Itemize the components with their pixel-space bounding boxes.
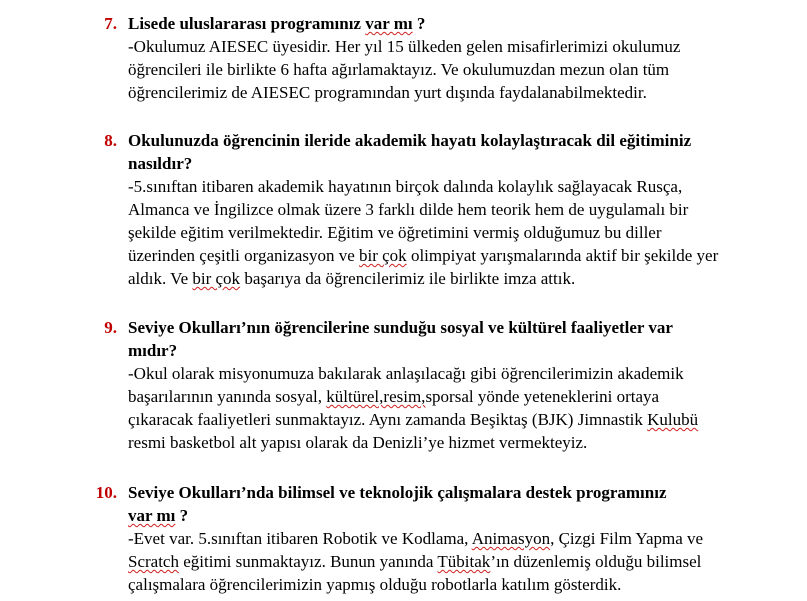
question-line: Seviye Okulları’nın öğrencilerine sunduğu sosyal ve kültürel faaliyetler var — [128, 318, 673, 337]
answer-line: çalışmalara öğrencilerimizin yapmış olduğu robotlarla katılım gösterdik. — [128, 575, 622, 594]
answer-line: aldık. Ve bir çok başarıya da öğrencilerimiz ile birlikte imza attık. — [128, 269, 576, 288]
item-content — [128, 481, 768, 596]
answer-line: şekilde eğitim verilmektedir. Eğitim ve öğretimini vermiş olduğumuz bu diller — [128, 223, 662, 242]
question-line: Lisede uluslararası programınız var mı ? — [128, 14, 426, 33]
item-content — [128, 316, 768, 454]
item-number: 7. — [104, 14, 117, 33]
answer-line: -Okulumuz AIESEC üyesidir. Her yıl 15 ülkeden gelen misafirlerimizi okulumuz — [128, 37, 681, 56]
question-text — [128, 12, 768, 35]
question-line: mıdır? — [128, 341, 178, 360]
spellcheck-mark: Scratch — [128, 552, 179, 571]
answer-line: öğrencileri ile birlikte 6 hafta ağırlamaktayız. Ve okulumuzdan mezun olan tüm — [128, 60, 670, 79]
spellcheck-mark: var mı — [128, 506, 176, 525]
spellcheck-mark: Kulubü — [647, 410, 699, 429]
answer-line: Scratch eğitimi sunmaktayız. Bunun yanında Tübitak’ın düzenlemiş olduğu bilimsel — [128, 552, 702, 571]
answer-line: öğrencilerimiz de AIESEC programından yurt dışında faydalanabilmektedir. — [128, 83, 647, 102]
question-line: var mı ? — [128, 506, 189, 525]
answer-text — [128, 175, 768, 290]
spellcheck-mark: Tübitak — [437, 552, 491, 571]
answer-text — [128, 35, 768, 104]
question-text — [128, 481, 768, 527]
question-line: nasıldır? — [128, 154, 193, 173]
spellcheck-mark: bir çok — [192, 269, 241, 288]
spellcheck-mark: bir çok — [359, 246, 407, 265]
item-number: 10. — [95, 483, 117, 502]
answer-line: çıkaracak faaliyetleri sunmaktayız. Aynı zamanda Beşiktaş (BJK) Jimnastik Kulubü — [128, 410, 699, 429]
answer-line: -Okul olarak misyonumuza bakılarak anlaşılacağı gibi öğrencilerimizin akademik — [128, 364, 684, 383]
question-line: Seviye Okulları’nda bilimsel ve teknolojik çalışmalara destek programınız — [128, 483, 667, 502]
question-text — [128, 316, 768, 362]
spellcheck-mark: kültürel,resim, — [326, 387, 426, 406]
spellcheck-mark: var mı — [365, 14, 413, 33]
answer-line: -5.sınıftan itibaren akademik hayatının birçok dalında kolaylık sağlayacak Rusça, — [128, 177, 683, 196]
question-text — [128, 129, 768, 175]
answer-line: resmi basketbol alt yapısı olarak da Denizli’ye hizmet vermekteyiz. — [128, 433, 588, 452]
item-content — [128, 129, 768, 290]
item-number: 9. — [104, 318, 117, 337]
answer-line: -Evet var. 5.sınıftan itibaren Robotik ve Kodlama, Animasyon, Çizgi Film Yapma ve — [128, 529, 704, 548]
spellcheck-mark: Animasyon — [471, 529, 551, 548]
answer-line: başarılarının yanında sosyal, kültürel,resim,sporsal yönde yeteneklerini ortaya — [128, 387, 660, 406]
item-number: 8. — [104, 131, 117, 150]
answer-text — [128, 527, 768, 596]
answer-text — [128, 362, 768, 454]
answer-line: Almanca ve İngilizce olmak üzere 3 farklı dilde hem teorik hem de uygulamalı bir — [128, 200, 689, 219]
item-content — [128, 12, 768, 104]
question-line: Okulunuzda öğrencinin ileride akademik hayatı kolaylaştıracak dil eğitiminiz — [128, 131, 692, 150]
answer-line: üzerinden çeşitli organizasyon ve bir çok olimpiyat yarışmalarında aktif bir şekilde yer — [128, 246, 719, 265]
